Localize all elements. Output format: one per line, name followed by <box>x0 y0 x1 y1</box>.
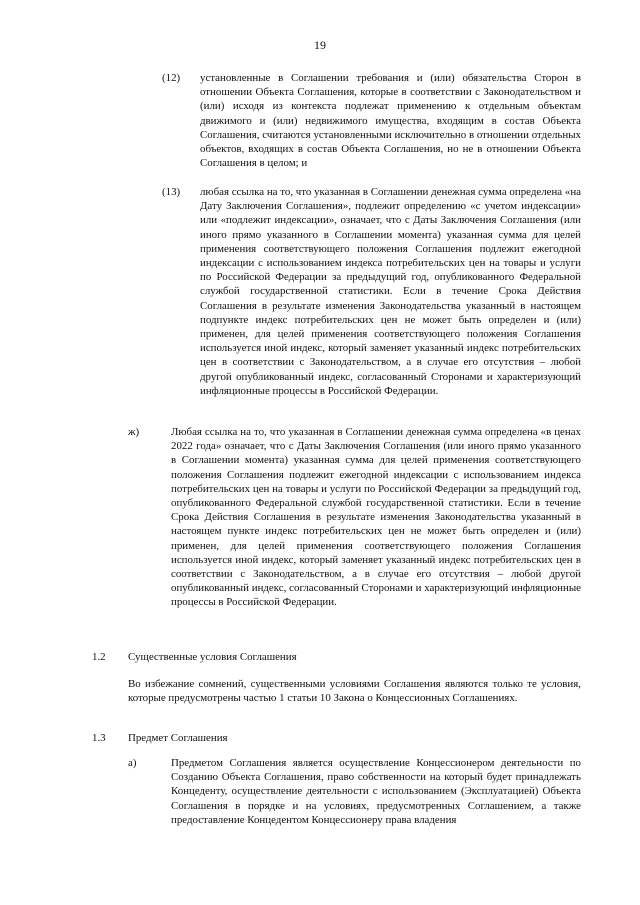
section-1-3-number: 1.3 <box>92 732 106 744</box>
section-1-3-a-text: Предметом Соглашения является осуществление Концессионером деятельности по Созданию Объекта Соглашения, право собственности на который будет принадлежать Концеденту, осуществление деятельности с использованием (Эксплуатацией) Объекта Соглашения в порядке и на условиях, предусмотренных Соглашением, а также предоставление Концедентом Концессионеру права владения <box>171 757 581 826</box>
section-1-3-a-label: а) <box>128 757 137 769</box>
section-1-2-text: Во избежание сомнений, существенными условиями Соглашения являются только те условия, которые предусмотрены частью 1 статьи 10 Закона о Концессионных Соглашениях. <box>128 678 581 705</box>
section-1-3-title: Предмет Соглашения <box>128 732 228 744</box>
section-1-2-title: Существенные условия Соглашения <box>128 651 297 663</box>
item-zh-label: ж) <box>128 426 140 438</box>
item-13-text: любая ссылка на то, что указанная в Соглашении денежная сумма определена «на Дату Заключения Соглашения», подлежит определению «с учетом индексации» или «подлежит индексации», означает, что с Даты Заключения Соглашения (или иного прямо указанного в Соглашении момента) указанная сумма для целей применения соответствующего положения Соглашения подлежит ежегодной индексации с использованием индекса потребительских цен на товары и услуги по Российской Федерации за предыдущий год, опубликованного Федеральной службой государственной статистики. Если в течение Срока Действия Соглашения в результате изменения Законодательства указанный в настоящем подпункте индекс потребительских цен не может быть определен и (или) применен, для целей применения соответствующего положения Соглашения используется иной индекс, который заменяет указанный индекс потребительских цен в соответствии с Законодательством, а в случае его отсутствия – любой другой опубликованный индекс, согласованный Сторонами и характеризующий инфляционные процессы в Российской Федерации. <box>200 186 581 397</box>
section-1-2-number: 1.2 <box>92 651 106 663</box>
item-13-label: (13) <box>162 186 181 198</box>
item-zh-text: Любая ссылка на то, что указанная в Соглашении денежная сумма определена «в ценах 2022 года» означает, что с Даты Заключения Соглашения (или иного прямо указанного в Соглашении момента) указанная сумма для целей применения соответствующего положения Соглашения подлежит ежегодной индексации с использованием индекса потребительских цен на товары и услуги по Российской Федерации за предыдущий год, опубликованного Федеральной службой государственной статистики. Если в течение Срока Действия Соглашения в результате изменения Законодательства указанный в настоящем пункте индекс потребительских цен не может быть определен и (или) применен, для целей применения соответствующего положения Соглашения используется иной индекс, который заменяет указанный индекс потребительских цен в соответствии с Законодательством, а в случае его отсутствия – любой другой опубликованный индекс, согласованный Сторонами и характеризующий инфляционные процессы в Российской Федерации. <box>171 426 581 609</box>
item-12-label: (12) <box>162 72 181 84</box>
page-number: 19 <box>314 38 326 52</box>
item-12-text: установленные в Соглашении требования и (или) обязательства Сторон в отношении Объекта Соглашения, которые в соответствии с Законодательством и (или) исходя из контекста подлежат применению к отдельным объектам движимого и (или) недвижимого имущества, входящим в состав Объекта Соглашения, считаются установленными исключительно в отношении отдельных объектов, входящих в состав Объекта Соглашения, но не в отношении Объекта Соглашения в целом; и <box>200 72 581 170</box>
